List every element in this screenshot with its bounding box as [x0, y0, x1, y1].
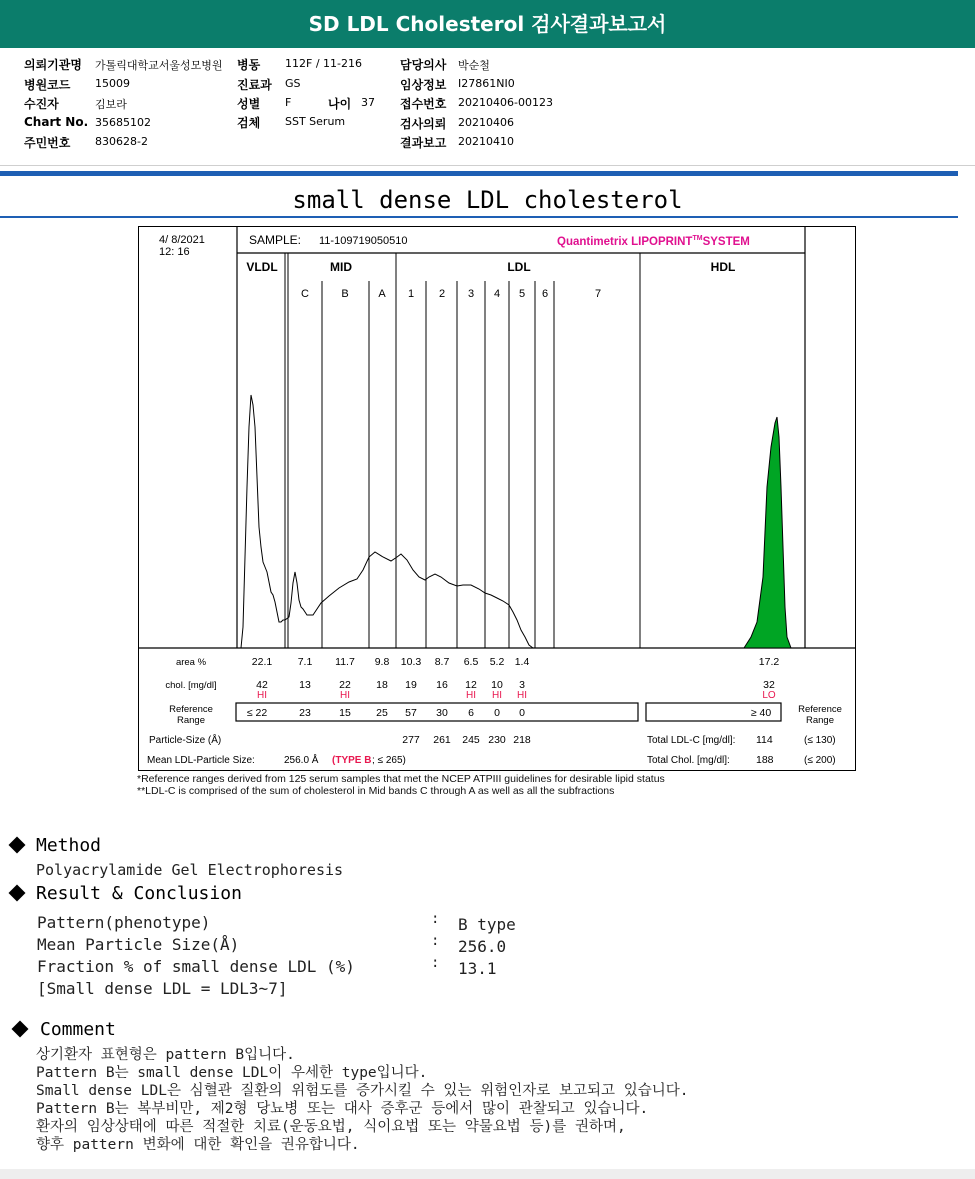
sex-label: 성별 — [237, 97, 261, 111]
comment-line: Pattern B는 small dense LDL이 우세한 type입니다. — [36, 1065, 428, 1081]
flag-row — [257, 690, 776, 701]
total-chol-ref: (≤ 200) — [804, 755, 836, 766]
hospital-code-value: 15009 — [95, 77, 130, 90]
flag-b: HI — [340, 690, 350, 701]
chol-b: 22 — [339, 679, 351, 691]
flag-ldl4: HI — [492, 690, 502, 701]
ward-label: 병동 — [237, 58, 261, 72]
band-c: C — [301, 288, 309, 300]
ref-side-label-1: Reference — [798, 704, 842, 715]
group-mid: MID — [330, 260, 352, 274]
band-b: B — [341, 288, 349, 300]
ref-c: 23 — [299, 707, 311, 719]
chol-hdl: 32 — [763, 679, 775, 691]
psize-ldl5: 218 — [513, 734, 531, 746]
result-bullet-icon — [9, 885, 26, 902]
footnote-reference: *Reference ranges derived from 125 serum samples that met the NCEP ATPIII guidelines for desirable lipid status — [137, 773, 665, 785]
group-ldl: LDL — [507, 260, 531, 274]
chol-row — [256, 679, 775, 691]
clinical-value: I27861NI0 — [458, 77, 515, 90]
band-ldl4: 4 — [493, 288, 501, 300]
psize-ldl4: 230 — [488, 734, 506, 746]
ref-b: 15 — [339, 707, 351, 719]
mean-size-label: Mean LDL-Particle Size: — [147, 755, 255, 766]
ref-label-2: Range — [177, 715, 205, 726]
flag-hdl: LO — [762, 690, 776, 701]
type-threshold: ; ≤ 265) — [372, 755, 406, 766]
chol-ldl3: 12 — [465, 679, 477, 691]
method-text: Polyacrylamide Gel Electrophoresis — [36, 861, 344, 879]
result-heading: Result & Conclusion — [36, 883, 242, 904]
comment-line: 상기환자 표현형은 pattern B입니다. — [36, 1047, 295, 1063]
area-ldl4: 5.2 — [489, 656, 505, 668]
area-label: area % — [175, 657, 207, 668]
area-vldl: 22.1 — [251, 656, 273, 668]
flag-vldl: HI — [257, 690, 267, 701]
patient-value: 김보라 — [95, 98, 127, 111]
comment-heading: Comment — [40, 1019, 116, 1040]
total-ldl-ref: (≤ 130) — [804, 735, 836, 746]
chart-no-value: 35685102 — [95, 116, 151, 129]
sample-label: SAMPLE: — [249, 233, 302, 247]
ward-value: 112F / 11-216 — [285, 57, 362, 70]
sex-value: F — [285, 96, 292, 109]
comment-line: Small dense LDL은 심혈관 질환의 위험도를 증가시킬 수 있는 위험인자로 보고되고 있습니다. — [36, 1083, 689, 1099]
band-ldl5: 5 — [518, 288, 526, 300]
area-row — [252, 656, 780, 668]
area-ldl5: 1.4 — [514, 656, 530, 668]
report-date-value: 20210410 — [458, 135, 514, 148]
ref-ldl3: 6 — [468, 707, 474, 719]
specimen-label: 검체 — [237, 116, 261, 130]
hospital-code-label: 병원코드 — [24, 78, 71, 92]
psize-ldl1: 277 — [402, 734, 420, 746]
doctor-label: 담당의사 — [400, 58, 447, 72]
chol-ldl1: 19 — [405, 679, 417, 691]
section-title: small dense LDL cholesterol — [292, 186, 683, 214]
chol-c: 13 — [299, 679, 311, 691]
specimen-value: SST Serum — [285, 115, 346, 128]
ref-row — [247, 707, 772, 719]
lipoprint-report — [138, 226, 856, 771]
ref-ldl4: 0 — [494, 707, 500, 719]
patient-label: 수진자 — [24, 97, 59, 111]
area-ldl1: 10.3 — [400, 656, 422, 668]
footnote-ldlc: **LDL-C is comprised of the sum of cholesterol in Mid bands C through A as well as all the subfractions — [137, 785, 615, 797]
brand: Quantimetrix LIPOPRINT™SYSTEM — [557, 235, 750, 248]
area-c: 7.1 — [297, 656, 313, 668]
method-bullet-icon — [9, 837, 26, 854]
result-fraction-label: Fraction % of small dense LDL (%) — [37, 957, 355, 976]
result-pattern-value: B type — [458, 915, 516, 934]
result-colon: : — [431, 955, 440, 971]
ref-label-1: Reference — [169, 704, 213, 715]
comment-bullet-icon — [12, 1021, 29, 1038]
request-label: 검사의뢰 — [400, 117, 447, 131]
result-size-label: Mean Particle Size(Å) — [37, 935, 240, 954]
report-title: SD LDL Cholesterol 검사결과보고서 — [0, 0, 975, 48]
clinical-label: 임상정보 — [400, 78, 447, 92]
mean-size-value: 256.0 Å — [284, 755, 319, 766]
flag-ldl3: HI — [466, 690, 476, 701]
ref-ldl1: 57 — [405, 707, 417, 719]
lipoprint-figure — [139, 227, 855, 770]
chol-ldl2: 16 — [436, 679, 448, 691]
particle-size-row — [402, 734, 531, 746]
ref-side-label-2: Range — [806, 715, 834, 726]
ref-ldl2: 30 — [436, 707, 448, 719]
receipt-value: 20210406-00123 — [458, 96, 553, 109]
ref-vldl: ≤ 22 — [246, 707, 268, 719]
dept-value: GS — [285, 77, 301, 90]
ref-a: 25 — [376, 707, 388, 719]
chol-vldl: 42 — [256, 679, 268, 691]
dept-label: 진료과 — [237, 78, 272, 92]
area-ldl2: 8.7 — [434, 656, 450, 668]
area-hdl: 17.2 — [758, 656, 780, 668]
trace-hdl — [744, 417, 791, 648]
band-ldl7: 7 — [594, 288, 602, 300]
comment-line: 환자의 임상상태에 따른 적절한 치료(운동요법, 식이요법 또는 약물요법 등)를 권하며, — [36, 1119, 626, 1135]
psize-label: Particle-Size (Å) — [149, 735, 222, 746]
chol-label: chol. [mg/dl] — [165, 680, 217, 691]
band-ldl3: 3 — [467, 288, 475, 300]
result-size-value: 256.0 — [458, 937, 507, 956]
area-b: 11.7 — [335, 656, 355, 668]
institution-value: 가톨릭대학교서울성모병원 — [95, 59, 223, 72]
comment-line: Pattern B는 복부비만, 제2형 당뇨병 또는 대사 증후군 등에서 많이 관찰되고 있습니다. — [36, 1101, 649, 1117]
total-ldl-value: 114 — [756, 734, 773, 746]
total-chol-value: 188 — [756, 754, 774, 766]
result-fraction-value: 13.1 — [458, 959, 497, 978]
band-ldl6: 6 — [541, 288, 549, 300]
group-hdl: HDL — [710, 260, 736, 274]
chol-ldl4: 10 — [491, 679, 503, 691]
flag-ldl5: HI — [517, 690, 527, 701]
chol-a: 18 — [376, 679, 388, 691]
method-heading: Method — [36, 835, 102, 856]
ref-hdl: ≥ 40 — [750, 707, 772, 719]
resident-no-label: 주민번호 — [24, 136, 71, 150]
run-time: 12: 16 — [159, 246, 190, 258]
institution-label: 의뢰기관명 — [24, 58, 82, 72]
psize-ldl3: 245 — [462, 734, 480, 746]
band-a: A — [378, 288, 386, 300]
resident-no-value: 830628-2 — [95, 135, 148, 148]
total-ldl-label: Total LDL-C [mg/dl]: — [647, 735, 736, 746]
page-bottom-strip — [0, 1169, 975, 1179]
ref-ldl5: 0 — [519, 707, 525, 719]
age-label: 나이 — [328, 97, 352, 111]
psize-ldl2: 261 — [433, 734, 451, 746]
sample-id: 11-109719050510 — [319, 235, 408, 247]
area-ldl3: 6.5 — [463, 656, 479, 668]
area-a: 9.8 — [374, 656, 390, 668]
chol-ldl5: 3 — [519, 679, 525, 691]
total-chol-label: Total Chol. [mg/dl]: — [647, 755, 730, 766]
type-badge: (TYPE B — [332, 755, 372, 766]
report-date-label: 결과보고 — [400, 136, 447, 150]
section-underline — [0, 216, 958, 218]
run-date: 4/ 8/2021 — [159, 234, 205, 246]
section-divider — [0, 171, 958, 176]
comment-line: 향후 pattern 변화에 대한 확인을 권유합니다. — [36, 1137, 360, 1153]
age-value: 37 — [361, 96, 375, 109]
band-ldl1: 1 — [407, 288, 415, 300]
doctor-value: 박순철 — [458, 59, 490, 72]
chart-no-label: Chart No. — [24, 115, 89, 129]
result-colon: : — [431, 933, 440, 949]
band-ldl2: 2 — [438, 288, 446, 300]
group-vldl: VLDL — [246, 260, 278, 274]
receipt-label: 접수번호 — [400, 97, 447, 111]
electrophoresis-trace — [241, 395, 791, 648]
request-value: 20210406 — [458, 116, 514, 129]
result-colon: : — [431, 911, 440, 927]
result-pattern-label: Pattern(phenotype) — [37, 913, 211, 932]
result-note: [Small dense LDL = LDL3~7] — [37, 979, 288, 998]
patient-info-block — [0, 48, 975, 166]
